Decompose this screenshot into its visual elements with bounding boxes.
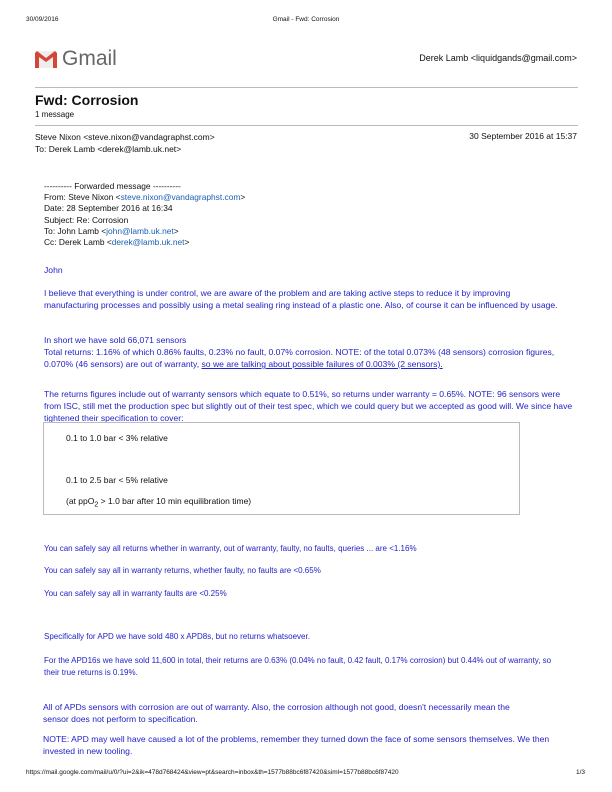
text: (at ppO [66, 496, 95, 506]
returns-line [44, 346, 576, 370]
print-url: https://mail.google.com/mail/u/0/?ui=2&ik=478d768424&view=pt&search=inbox&th=1577b88bc6f87420&siml=1577b88bc6f87420 [26, 769, 399, 776]
paragraph: For the APD16s we have sold 11,600 in total, their returns are 0.63% (0.04% no fault, 0.42 fault, 0.17% corrosion) but 0.44% out of warranty, so their true returns is 0.19%. [44, 656, 552, 677]
paragraph: The returns figures include out of warranty sensors which equate to 0.51%, so returns under warranty = 0.65%. NOTE: 96 sensors were from ISC, still met the production spec but slightly out of their test spec, which we could query but we accepted as good will. We since have tightened their specification to cover: [44, 389, 573, 423]
divider [35, 125, 578, 126]
print-date: 30/09/2016 [26, 16, 59, 23]
account-label: Derek Lamb <liquidgands@gmail.com> [419, 53, 577, 63]
subscript: 2 [94, 500, 99, 509]
message-date: 30 September 2016 at 15:37 [469, 131, 577, 141]
forward-date: Date: 28 September 2016 at 16:34 [44, 203, 173, 214]
paragraph: Specifically for APD we have sold 480 x APD8s, but no returns whatsoever. [44, 632, 310, 641]
label: Cc: Derek Lamb < [44, 237, 112, 248]
spec-line [66, 496, 251, 509]
text: > 1.0 bar after 10 min equilibration time) [98, 496, 252, 506]
gmail-envelope-icon [35, 49, 57, 69]
forward-to [44, 226, 245, 237]
page-number: 1/3 [575, 769, 585, 776]
forward-divider: ---------- Forwarded message ---------- [44, 181, 181, 191]
divider [35, 87, 578, 88]
paragraph: All of APDs sensors with corrosion are out of warranty. Also, the corrosion although not good, doesn't necessarily mean the sensor does not perform to specification. [43, 702, 510, 724]
spec-line: 0.1 to 1.0 bar < 3% relative [66, 433, 168, 443]
sales-line: In short we have sold 66,071 sensors [44, 335, 187, 345]
gmail-logo-text: Gmail [62, 47, 117, 70]
email-link[interactable]: steve.nixon@vandagraphst.com [120, 192, 241, 203]
underlined-text: so we are talking about possible failures of 0.003% (2 sensors). [201, 359, 443, 369]
message-header [35, 131, 215, 155]
recipient: To: Derek Lamb <derek@lamb.uk.net> [35, 144, 182, 154]
thread-subject: Fwd: Corrosion [35, 92, 139, 108]
message-count: 1 message [35, 110, 75, 119]
label: From: Steve Nixon < [44, 192, 121, 203]
summary-line: You can safely say all in warranty returns, whether faulty, no faults are <0.65% [44, 566, 321, 575]
forward-cc [44, 237, 245, 248]
sender: Steve Nixon <steve.nixon@vandagraphst.com> [35, 132, 215, 142]
spec-line: 0.1 to 2.5 bar < 5% relative [66, 475, 168, 485]
email-link[interactable]: john@lamb.uk.net [106, 225, 174, 236]
print-title: Gmail - Fwd: Corrosion [272, 16, 340, 23]
gmail-logo [35, 47, 117, 71]
forward-subject: Subject: Re: Corrosion [44, 214, 129, 225]
summary-line: You can safely say all in warranty faults are <0.25% [44, 589, 227, 598]
summary-line: You can safely say all returns whether in warranty, out of warranty, faulty, no faults, queries ... are <1.16% [44, 544, 417, 553]
paragraph: NOTE: APD may well have caused a lot of the problems, remember they turned down the face of some sensors themselves. We then invested in new tooling. [43, 734, 550, 756]
label: > [240, 192, 246, 203]
greeting: John [44, 265, 63, 275]
spec-box [43, 422, 520, 515]
paragraph [44, 334, 576, 370]
forward-from [44, 192, 245, 203]
text: Total returns: 1.16% of which 0.86% faults, 0.23% no fault, 0.07% corrosion. NOTE: of the total 0.073% (48 sensors) corrosion figures, 0.070% (46 sensors) are out of warranty, [44, 347, 555, 369]
forwarded-header [44, 181, 245, 248]
label: > [173, 225, 179, 236]
email-link[interactable]: derek@lamb.uk.net [111, 237, 185, 248]
label: > [184, 237, 190, 248]
paragraph: I believe that everything is under control, we are aware of the problem and are taking active steps to reduce it by improving manufacturing processes and possibly using a metal sealing ring instead of a plastic one. Also, of course it can be influenced by usage. [44, 288, 558, 310]
label: To: John Lamb < [44, 225, 107, 236]
